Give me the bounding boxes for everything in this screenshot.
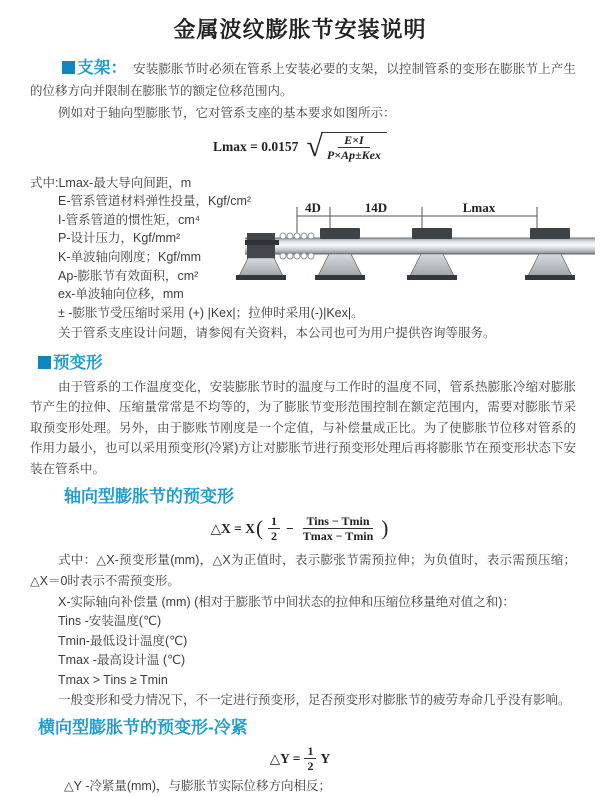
page-title: 金属波纹膨胀节安装说明 bbox=[173, 17, 427, 42]
definition-item: E-管系管道材料弹性投量，Kgf/cm² bbox=[58, 194, 252, 209]
temp-definition: Tmax > Tins ≥ Tmin bbox=[58, 672, 168, 687]
support-section-label: 支架： bbox=[77, 59, 128, 77]
close-paren: ) bbox=[381, 516, 389, 541]
temp-denominator: Tmax − Tmin bbox=[302, 529, 374, 544]
section-square-icon bbox=[62, 61, 75, 74]
preform-heading-label: 预变形 bbox=[53, 353, 103, 372]
definition-item: I-管系管道的惯性矩，cm⁴ bbox=[58, 212, 201, 227]
axial-x-definition: X-实际轴向补偿量 (mm) (相对于膨胀节中间状态的拉伸和压缩位移量绝对值之和)： bbox=[58, 594, 515, 609]
formula-lmax-radicand bbox=[321, 132, 387, 162]
formula-lmax bbox=[0, 130, 600, 164]
axial-subheading: 轴向型膨胀节的预变形 bbox=[64, 486, 234, 506]
minus-operator: − bbox=[285, 520, 294, 536]
temp-definition: Tins -安装温度(℃) bbox=[58, 614, 162, 629]
label-14d: 14D bbox=[364, 199, 388, 215]
formula-lateral-lhs: △Y = bbox=[269, 750, 301, 766]
open-paren: ( bbox=[255, 516, 263, 541]
half-denominator: 2 bbox=[270, 529, 277, 544]
definition-item: K-单波轴向刚度；Kgf/mm bbox=[58, 249, 202, 264]
temp-definition: Tmax -最高设计温 (℃) bbox=[58, 653, 186, 668]
label-4d: 4D bbox=[305, 199, 321, 215]
definition-item: 式中:Lmax-最大导向间距，m bbox=[30, 175, 192, 190]
definition-item: ex-单波轴向位移，mm bbox=[58, 287, 184, 302]
half-numerator: 1 bbox=[268, 514, 280, 529]
temp-numerator: Tins − Tmin bbox=[303, 514, 372, 529]
formula-lateral-rhs: Y bbox=[320, 750, 331, 766]
support-intro-paragraph bbox=[30, 57, 576, 103]
support-example-line: 例如对于轴向型膨胀节，它对管系支座的基本要求如图所示： bbox=[58, 105, 396, 120]
dimension-labels bbox=[305, 200, 496, 215]
preform-body-paragraph: 由于管系的工作温度变化，安装膨胀节时的温度与工作时的温度不同，管系热膨胀冷缩对膨胀节产生的拉伸、压缩量常常是不均等的，为了膨胀节变形范围控制在额定范围内，需要对膨胀节采取预变形处理。另外，由于膨账节刚度是一个定值，与补偿量成正比。为了使膨胀节位移对管系的作用力最小，也可以采用预变形(冷紧)方让对膨胀节进行预变形处理后再将膨胀节在预变形状态下安装在管系中。 bbox=[30, 379, 576, 476]
half-denominator: 2 bbox=[307, 759, 314, 774]
section-square-icon bbox=[38, 356, 51, 369]
axial-explain-paragraph: 式中：△X-预变形量(mm)，△X为正值时，表示膨张节需预拉伸；为负值时，表示需预压缩；△X＝0时表示不需预变形。 bbox=[30, 552, 576, 588]
half-numerator: 1 bbox=[304, 744, 316, 759]
temp-definition: Tmin-最低设计温度(℃) bbox=[58, 633, 188, 648]
formula-axial-preform bbox=[0, 512, 600, 546]
preform-heading bbox=[38, 352, 600, 375]
definition-item: Ap-膨胀节有效面积，cm² bbox=[58, 268, 199, 283]
support-note-line: 关于管系支座设计问题，请参阅有关资料，本公司也可为用户提供咨询等服务。 bbox=[58, 325, 496, 340]
support-intro-text: 安装膨胀节时必须在管系上安装必要的支架，以控制管系的变形在膨胀节上产生的位移方向并限制在膨胀节的额定位移范围内。 bbox=[30, 62, 576, 99]
lateral-subheading: 横向型膨胀节的预变形-冷紧 bbox=[38, 717, 248, 737]
lateral-note-line: △Y -冷紧量(mm)，与膨胀节实际位移方向相反； bbox=[64, 778, 332, 793]
definition-item: ± -膨胀节受压缩时采用 (+) |Kex|；拉伸时采用(-)|Kex|。 bbox=[58, 305, 364, 320]
formula-lmax-denominator: P×Ap±Kex bbox=[326, 147, 381, 162]
formula-lateral-preform bbox=[0, 744, 600, 774]
formula-axial-lhs: △X = X bbox=[210, 520, 255, 536]
temperature-fraction bbox=[300, 514, 377, 543]
definition-item: P-设计压力，Kgf/mm² bbox=[58, 231, 181, 246]
pipe-support-diagram bbox=[245, 200, 595, 297]
formula-lmax-lhs: Lmax = 0.0157 bbox=[213, 138, 299, 154]
pipe bbox=[245, 238, 595, 254]
axial-note-line: 一般变形和受力情况下，不一定进行预变形，足否预变形对膨胀节的疲劳寿命几乎没有影响。 bbox=[58, 693, 571, 708]
half-fraction bbox=[304, 744, 316, 773]
radical-sign: √ bbox=[306, 129, 323, 163]
formula-lmax-numerator: E×I bbox=[338, 133, 370, 148]
definitions-and-diagram bbox=[30, 174, 600, 324]
half-fraction bbox=[268, 514, 280, 543]
label-lmax: Lmax bbox=[462, 199, 496, 215]
